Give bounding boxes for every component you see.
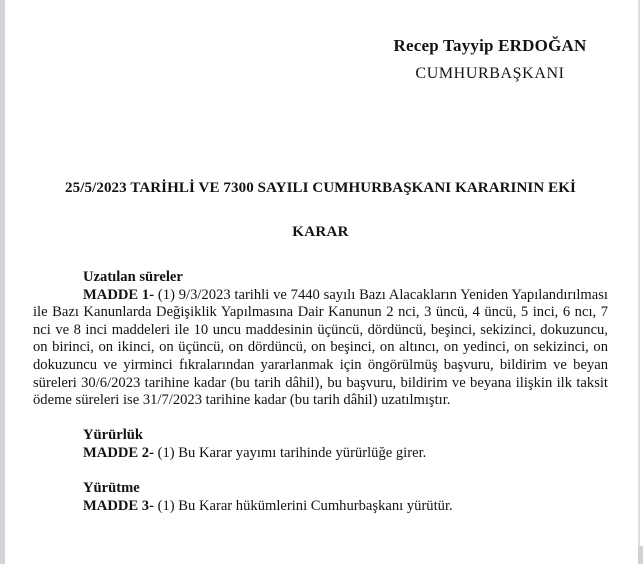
page-right-edge [638,0,640,564]
article-2-text: (1) Bu Karar yayımı tarihinde yürürlüğe girer. [157,444,427,461]
article-1-label: MADDE 1- [83,286,155,303]
article-3-text: (1) Bu Karar hükümlerini Cumhurbaşkanı yürütür. [157,497,453,514]
decree-title: 25/5/2023 TARİHLİ VE 7300 SAYILI CUMHURBAŞKANI KARARININ EKİ [65,180,576,196]
article-2 [33,445,608,463]
section-entry-into-force [33,427,608,462]
window-bottom-right-edge [638,546,643,564]
section-heading: Yürütme [83,480,140,497]
article-1 [33,287,608,410]
article-3 [33,498,608,516]
section-execution [33,480,608,515]
president-name: Recep Tayyip ERDOĞAN [393,36,587,55]
president-title: CUMHURBAŞKANI [415,65,565,82]
article-1-text: (1) 9/3/2023 tarihli ve 7440 sayılı Bazı Alacakların Yeniden Yapılandırılması ile Bazı Kanunlarda Değişiklik Yapılmasına Dair Kanunun 2 nci, 3 üncü, 4 üncü, 5 inci, 6 ncı, 7 nci ve 8 inci maddeleri ile 10 uncu maddesinin üçüncü, dördüncü, beşinci, sekizinci, dokuzuncu, on birinci, on ikinci, on üçüncü, on dördüncü, on beşinci, on altıncı, on yedinci, on sekizinci, on dokuzuncu ve yirminci fıkralarından yararlanmak için öngörülmüş başvuru, bildirim ve beyan süreleri 30/6/2023 tarihine kadar (bu tarih dâhil), bu başvuru, bildirim ve beyana ilişkin ilk taksit ödeme süreleri ise 31/7/2023 tarihine kadar (bu tarih dâhil) uzatılmıştır. [33,286,608,409]
window-left-edge [0,0,5,564]
article-2-label: MADDE 2- [83,444,154,461]
section-heading: Yürürlük [83,427,144,444]
section-heading: Uzatılan süreler [83,269,183,285]
article-3-label: MADDE 3- [83,497,154,514]
decree-subtitle: KARAR [292,224,349,240]
section-extended-periods [33,269,608,410]
decree-body [33,269,608,515]
signature-block [370,36,610,83]
decree-title-block [33,180,608,241]
